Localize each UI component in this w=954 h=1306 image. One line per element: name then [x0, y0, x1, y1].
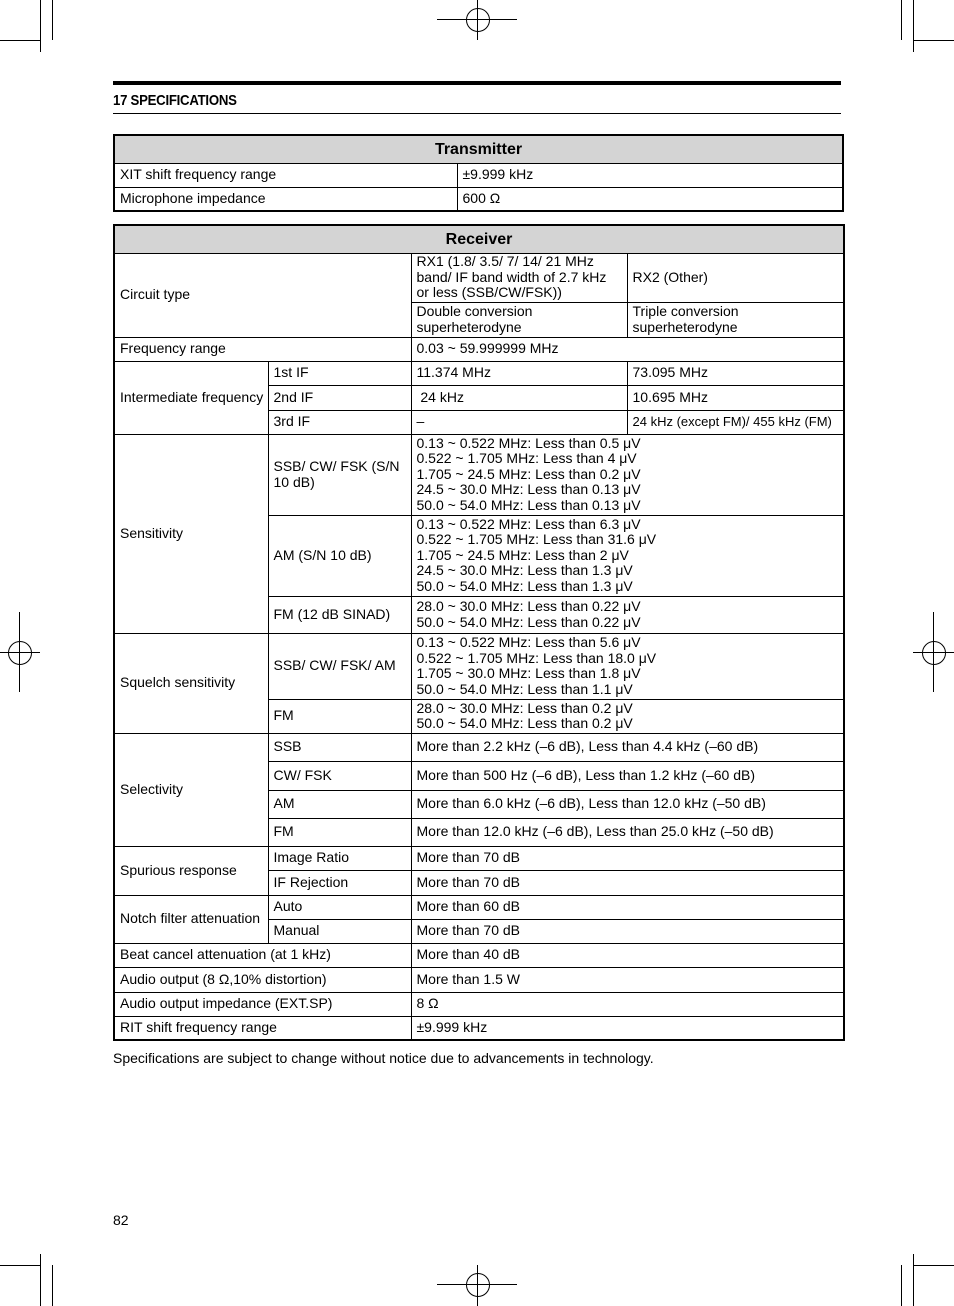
- if-name: 3rd IF: [268, 410, 411, 434]
- header-bottom-rule: [113, 113, 841, 114]
- spec-line: 24.5 ~ 30.0 MHz: Less than 1.3 μV: [416, 562, 633, 579]
- sensitivity-mode: SSB/ CW/ FSK (S/N 10 dB): [268, 434, 411, 515]
- notch-value: More than 70 dB: [411, 919, 844, 943]
- spec-line: 0.522 ~ 1.705 MHz: Less than 18.0 μV: [416, 649, 657, 666]
- spurious-value: More than 70 dB: [411, 846, 844, 870]
- spec-value: 8 Ω: [411, 992, 844, 1016]
- selectivity-value: More than 2.2 kHz (–6 dB), Less than 4.4 kHz (–60 dB): [411, 733, 844, 761]
- table-row: [114, 967, 844, 992]
- spec-line: 50.0 ~ 54.0 MHz: Less than 1.1 μV: [416, 680, 633, 697]
- if-rx1: 11.374 MHz: [411, 361, 627, 385]
- if-rx1: –: [411, 410, 627, 434]
- table-row: [114, 1016, 844, 1040]
- squelch-sensitivity-label: Squelch sensitivity: [114, 633, 268, 733]
- rx2-circuit: Triple conversion superheterodyne: [627, 302, 844, 337]
- spurious-value: More than 70 dB: [411, 870, 844, 895]
- table-row: [114, 846, 844, 870]
- spec-value: More than 1.5 W: [411, 967, 844, 992]
- spec-line: 50.0 ~ 54.0 MHz: Less than 0.2 μV: [416, 715, 633, 731]
- table-row: [114, 187, 843, 211]
- spec-value: 600 Ω: [457, 187, 843, 211]
- if-rx2: 24 kHz (except FM)/ 455 kHz (FM): [627, 410, 844, 434]
- sensitivity-values: [411, 596, 844, 633]
- table-row: [114, 733, 844, 761]
- spec-line: 1.705 ~ 24.5 MHz: Less than 0.2 μV: [416, 465, 641, 482]
- table-row: [114, 943, 844, 967]
- spec-line: 1.705 ~ 30.0 MHz: Less than 1.8 μV: [416, 665, 641, 681]
- sensitivity-values: [411, 434, 844, 515]
- table-row: [114, 337, 844, 361]
- spec-line: 0.13 ~ 0.522 MHz: Less than 0.5 μV: [416, 434, 641, 451]
- notch-filter-label: Notch filter attenuation: [114, 895, 268, 943]
- selectivity-label: Selectivity: [114, 733, 268, 846]
- spec-value: ±9.999 kHz: [457, 163, 843, 187]
- spec-line: 24.5 ~ 30.0 MHz: Less than 0.13 μV: [416, 481, 641, 498]
- selectivity-mode: SSB: [268, 733, 411, 761]
- selectivity-mode: FM: [268, 818, 411, 846]
- circuit-type-label: Circuit type: [114, 253, 411, 337]
- frequency-range-value: 0.03 ~ 59.999999 MHz: [411, 337, 844, 361]
- spurious-response-label: Spurious response: [114, 846, 268, 895]
- footnote: Specifications are subject to change without notice due to advancements in technology.: [113, 1050, 654, 1066]
- squelch-values: [411, 699, 844, 733]
- spec-label: Audio output impedance (EXT.SP): [114, 992, 411, 1016]
- selectivity-value: More than 6.0 kHz (–6 dB), Less than 12.0 kHz (–50 dB): [411, 790, 844, 818]
- spec-line: 0.13 ~ 0.522 MHz: Less than 6.3 μV: [416, 515, 641, 532]
- spurious-name: Image Ratio: [268, 846, 411, 870]
- spurious-name: IF Rejection: [268, 870, 411, 895]
- selectivity-value: More than 500 Hz (–6 dB), Less than 1.2 kHz (–60 dB): [411, 761, 844, 790]
- receiver-title: Receiver: [114, 225, 844, 253]
- if-name: 2nd IF: [268, 385, 411, 410]
- if-name: 1st IF: [268, 361, 411, 385]
- spec-label: XIT shift frequency range: [114, 163, 457, 187]
- selectivity-mode: AM: [268, 790, 411, 818]
- header-top-rule: [113, 81, 841, 85]
- spec-line: 50.0 ~ 54.0 MHz: Less than 0.13 μV: [416, 496, 641, 513]
- spec-line: 28.0 ~ 30.0 MHz: Less than 0.22 μV: [416, 598, 641, 614]
- selectivity-value: More than 12.0 kHz (–6 dB), Less than 25.0 kHz (–50 dB): [411, 818, 844, 846]
- spec-line: 0.522 ~ 1.705 MHz: Less than 31.6 μV: [416, 531, 657, 548]
- rx1-circuit: Double conversion superheterodyne: [411, 302, 627, 337]
- squelch-mode: FM: [268, 699, 411, 733]
- table-row: [114, 361, 844, 385]
- sensitivity-mode: FM (12 dB SINAD): [268, 596, 411, 633]
- transmitter-title: Transmitter: [114, 135, 843, 163]
- spec-value: ±9.999 kHz: [411, 1016, 844, 1040]
- sensitivity-label: Sensitivity: [114, 434, 268, 633]
- if-rx2: 10.695 MHz: [627, 385, 844, 410]
- spec-label: RIT shift frequency range: [114, 1016, 411, 1040]
- table-row: [114, 633, 844, 699]
- sensitivity-mode: AM (S/N 10 dB): [268, 515, 411, 596]
- page-number: 82: [113, 1212, 129, 1228]
- frequency-range-label: Frequency range: [114, 337, 411, 361]
- spec-line: 28.0 ~ 30.0 MHz: Less than 0.2 μV: [416, 699, 633, 716]
- rx1-header: RX1 (1.8/ 3.5/ 7/ 14/ 21 MHz band/ IF band width of 2.7 kHz or less (SSB/CW/FSK)): [411, 253, 627, 302]
- if-rx1: 24 kHz: [411, 385, 627, 410]
- if-rx2: 73.095 MHz: [627, 361, 844, 385]
- selectivity-mode: CW/ FSK: [268, 761, 411, 790]
- sensitivity-values: [411, 515, 844, 596]
- notch-name: Manual: [268, 919, 411, 943]
- spec-line: 0.522 ~ 1.705 MHz: Less than 4 μV: [416, 450, 637, 467]
- spec-line: 1.705 ~ 24.5 MHz: Less than 2 μV: [416, 546, 629, 563]
- spec-label: Beat cancel attenuation (at 1 kHz): [114, 943, 411, 967]
- table-row: [114, 163, 843, 187]
- table-row: [114, 434, 844, 515]
- receiver-table: [113, 224, 845, 1041]
- intermediate-frequency-label: Intermediate frequency: [114, 361, 268, 434]
- spec-label: Audio output (8 Ω,10% distortion): [114, 967, 411, 992]
- rx2-header: RX2 (Other): [627, 253, 844, 302]
- table-row: [114, 992, 844, 1016]
- spec-line: 50.0 ~ 54.0 MHz: Less than 1.3 μV: [416, 577, 633, 594]
- notch-value: More than 60 dB: [411, 895, 844, 919]
- squelch-mode: SSB/ CW/ FSK/ AM: [268, 633, 411, 699]
- transmitter-table: [113, 134, 844, 212]
- table-row: [114, 253, 844, 302]
- section-title: 17 SPECIFICATIONS: [113, 92, 237, 109]
- spec-label: Microphone impedance: [114, 187, 457, 211]
- spec-line: 0.13 ~ 0.522 MHz: Less than 5.6 μV: [416, 634, 641, 650]
- spec-value: More than 40 dB: [411, 943, 844, 967]
- spec-line: 50.0 ~ 54.0 MHz: Less than 0.22 μV: [416, 613, 641, 630]
- table-row: [114, 895, 844, 919]
- squelch-values: [411, 633, 844, 699]
- notch-name: Auto: [268, 895, 411, 919]
